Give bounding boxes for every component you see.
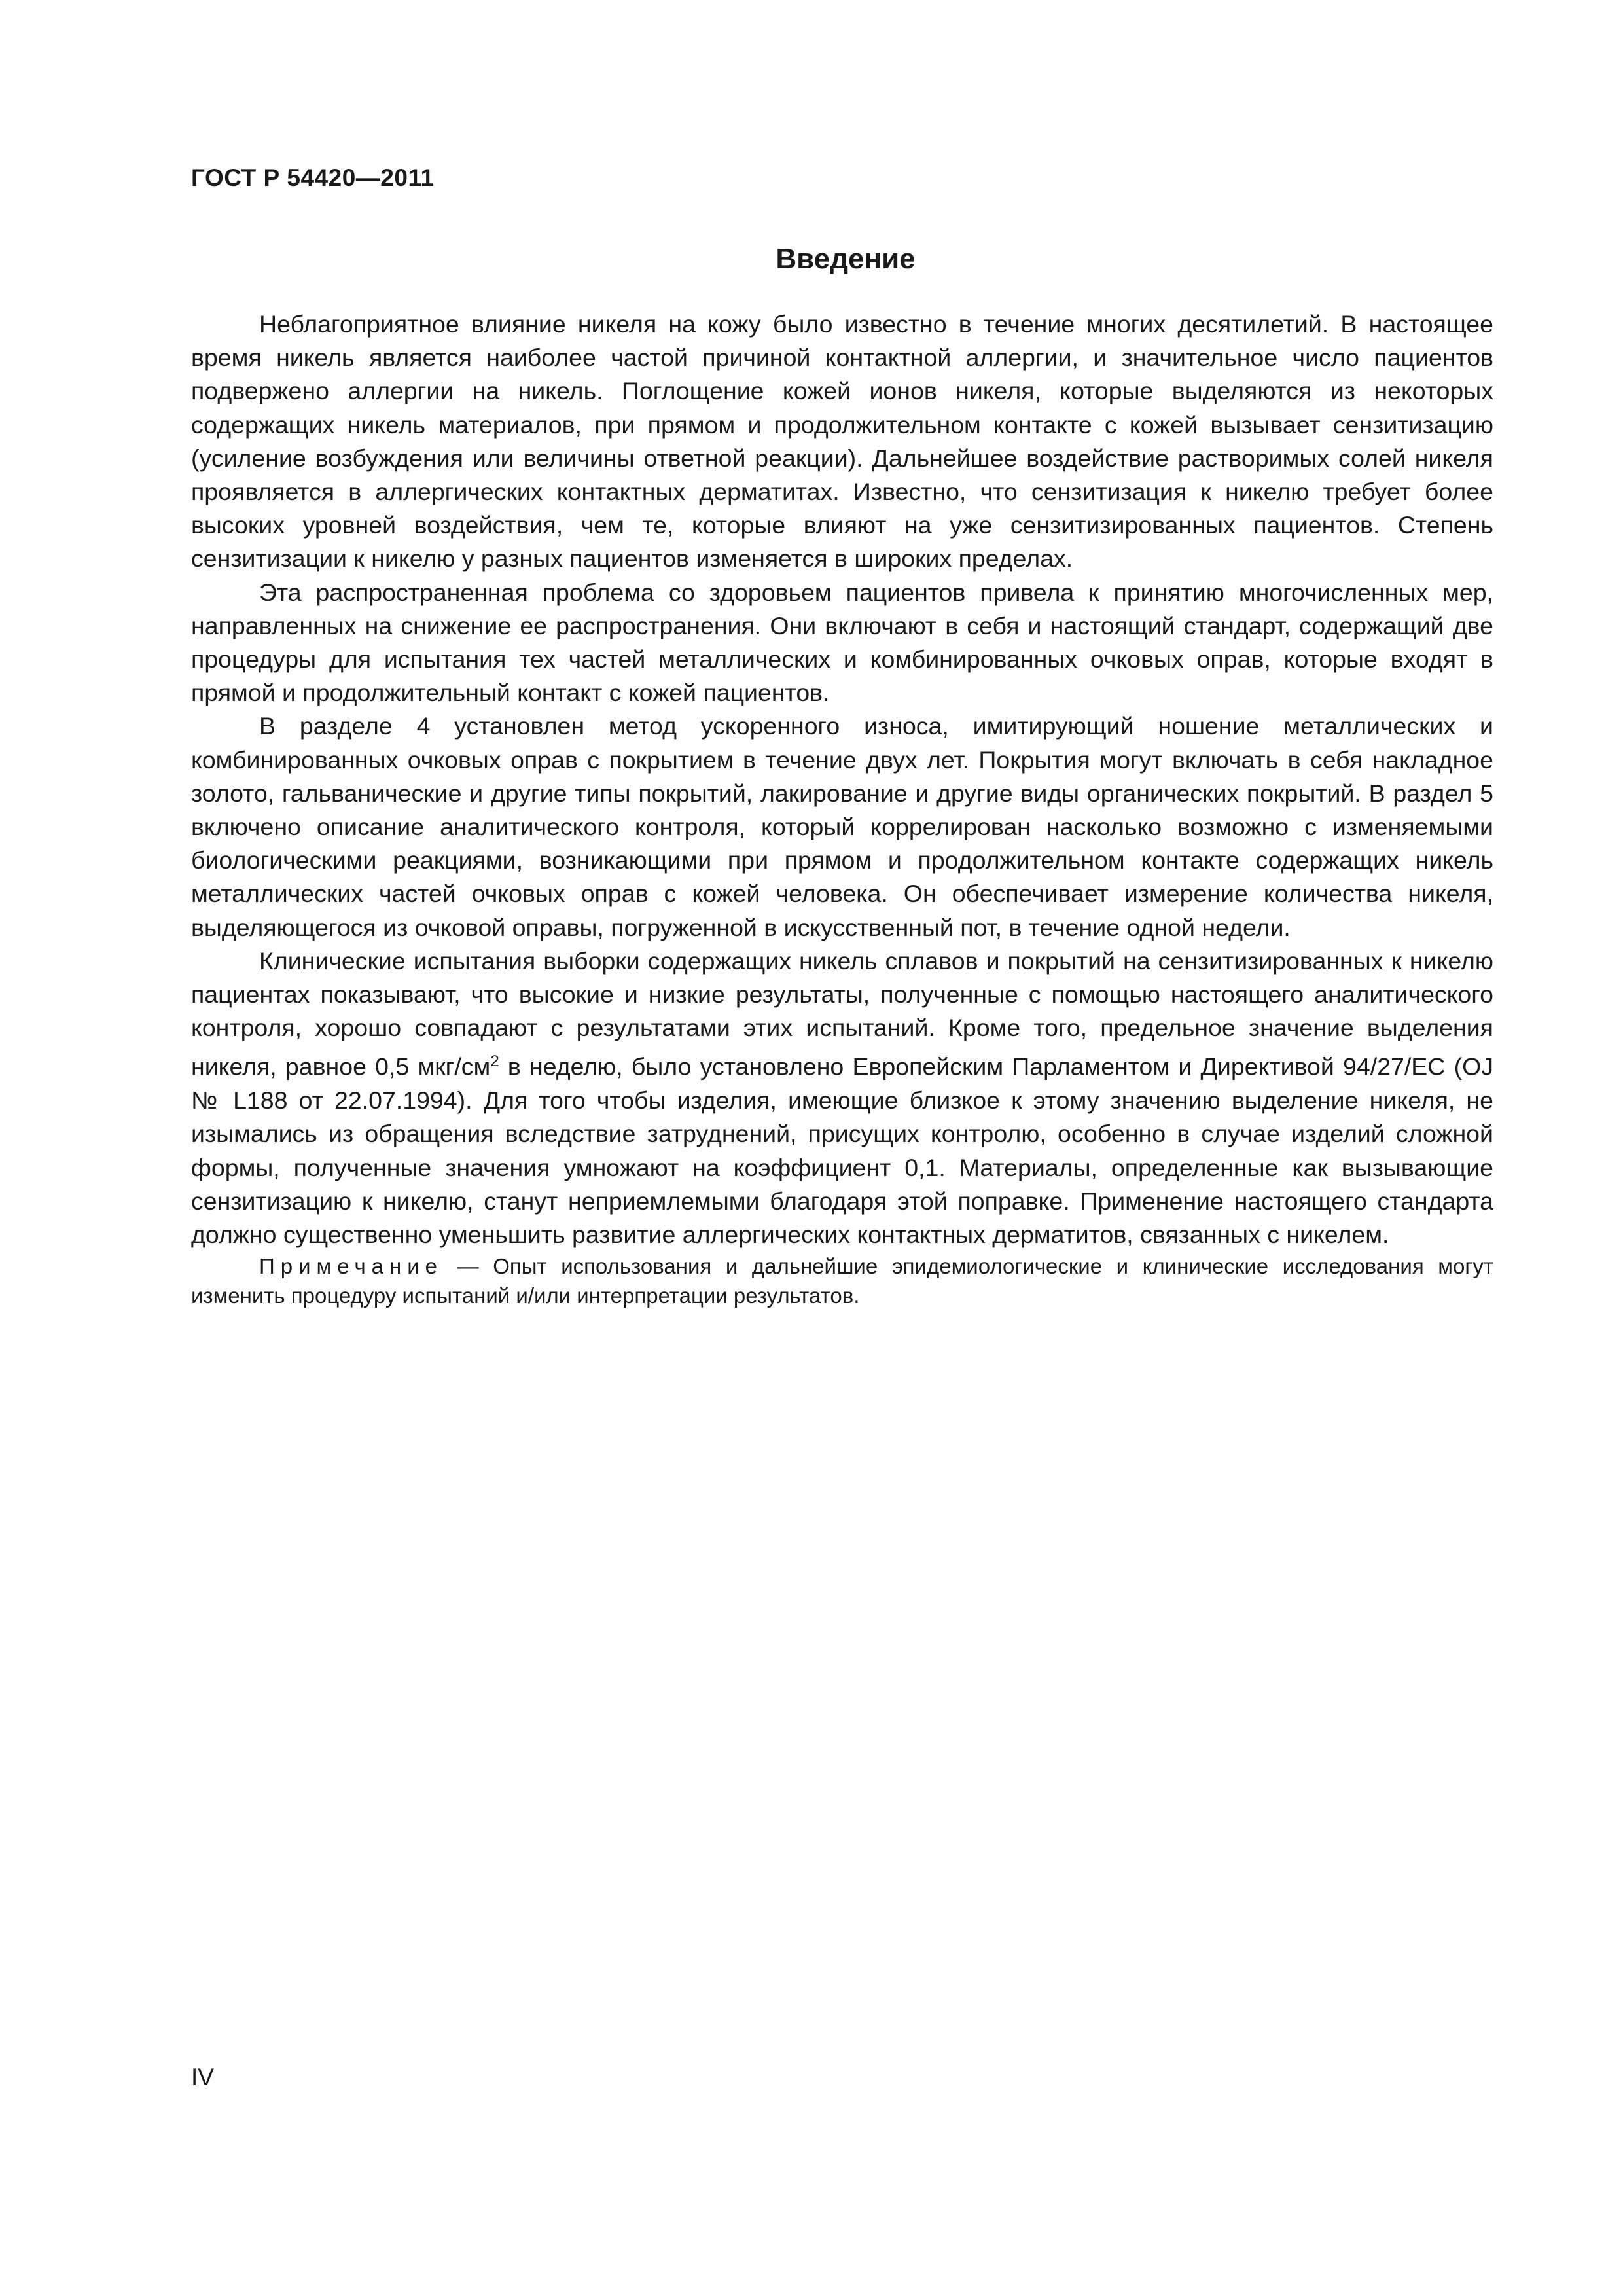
paragraph-4 (191, 944, 1493, 1251)
unit-superscript: 2 (490, 1052, 499, 1071)
introduction-body (191, 308, 1493, 1310)
paragraph-4-part-1: Клинические испытания выборки содержащих никель сплавов и покрытий на сензитизированных к никелю пациентах показывают, что высокие и низкие результаты, полученные с помощью настоящего аналитического контроля, хорошо совпадают с результатами этих испытаний. Кроме того, предельное значение выделения никеля, равное 0,5 мкг/см (191, 946, 1493, 1081)
document-code: ГОСТ Р 54420—2011 (191, 164, 435, 191)
note-text: — Опыт использования и дальнейшие эпидемиологические и клинические исследования могут изменить процедуру испытаний и/или интерпретации результатов. (191, 1254, 1493, 1308)
section-title: Введение (776, 243, 916, 275)
paragraph-3: В разделе 4 установлен метод ускоренного износа, имитирующий ношение металлических и комбинированных очковых оправ с покрытием в течение двух лет. Покрытия могут включать в себя накладное золото, гальванические и другие типы покрытий, лакирование и другие виды органических покрытий. В раздел 5 включено описание аналитического контроля, который коррелирован насколько возможно с изменяемыми биологическими реакциями, возникающими при прямом и продолжительном контакте содержащих никель металлических частей очковых оправ с кожей человека. Он обеспечивает измерение количества никеля, выделяющегося из очковой оправы, погруженной в искусственный пот, в течение одной недели. (191, 712, 1493, 941)
page-number: IV (191, 2064, 214, 2090)
paragraph-4-part-2: в неделю, было установлено Европейским Парламентом и Директивой 94/27/ЕС (OJ № L188 от 22.07.1994). Для того чтобы изделия, имеющие близкое к этому значению выделение никеля, не изымались из обращения вследствие затруднений, присущих контролю, особенно в случае изделий сложной формы, полученные значения умножают на коэффициент 0,1. Материалы, определенные как вызывающие сензитизацию к никелю, станут неприемлемыми благодаря этой поправке. Применение настоящего стандарта должно существенно уменьшить развитие аллергических контактных дерматитов, связанных с никелем. (191, 1052, 1493, 1248)
note-label: Примечание (259, 1254, 444, 1279)
paragraph-2: Эта распространенная проблема со здоровьем пациентов привела к принятию многочисленных мер, направленных на снижение ее распространения. Они включают в себя и настоящий стандарт, содержащий две процедуры для испытания тех частей металлических и комбинированных очковых оправ, которые входят в прямой и продолжительный контакт с кожей пациентов. (191, 578, 1493, 707)
paragraph-1: Неблагоприятное влияние никеля на кожу было известно в течение многих десятилетий. В настоящее время никель является наиболее частой причиной контактной аллергии, и значительное число пациентов подвержено аллергии на никель. Поглощение кожей ионов никеля, которые выделяются из некоторых содержащих никель материалов, при прямом и продолжительном контакте с кожей вызывает сензитизацию (усиление возбуждения или величины ответной реакции). Дальнейшее воздействие растворимых солей никеля проявляется в аллергических контактных дерматитах. Известно, что сензитизация к никелю требует более высоких уровней воздействия, чем те, которые влияют на уже сензитизированных пациентов. Степень сензитизации к никелю у разных пациентов изменяется в широких пределах. (191, 310, 1493, 573)
note (191, 1251, 1493, 1310)
